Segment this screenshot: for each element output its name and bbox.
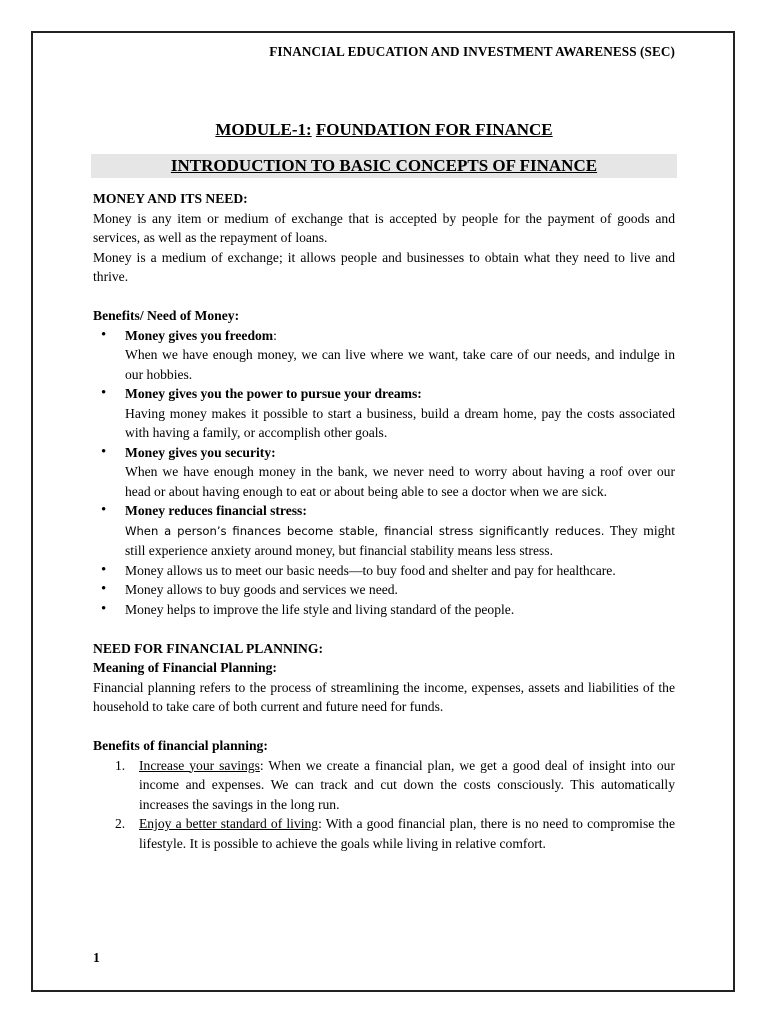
list-item-title: Money reduces financial stress: bbox=[125, 503, 307, 518]
list-item-suffix: : bbox=[273, 327, 277, 343]
money-need-heading: MONEY AND ITS NEED: bbox=[93, 191, 248, 206]
list-item-title: Money gives you security: bbox=[125, 444, 276, 460]
item-number: 1. bbox=[115, 757, 126, 773]
numbered-item bbox=[93, 756, 675, 815]
module-name: FOUNDATION FOR FINANCE bbox=[315, 120, 553, 139]
module-title bbox=[93, 120, 675, 140]
list-item: • Money allows to buy goods and services we need. bbox=[93, 580, 675, 600]
list-item bbox=[93, 443, 675, 502]
list-item bbox=[93, 384, 675, 443]
financial-planning-heading: NEED FOR FINANCIAL PLANNING: bbox=[93, 640, 323, 656]
meaning-heading: Meaning of Financial Planning: bbox=[93, 660, 277, 675]
item-title: Enjoy a better standard of living bbox=[139, 816, 319, 831]
list-item-body: Having money makes it possible to start a business, build a dream home, pay the costs associated with having a family, or accomplish other goals. bbox=[125, 405, 675, 440]
page-number: 1 bbox=[93, 950, 100, 965]
list-item: • Money allows us to meet our basic needs—to buy food and shelter and pay for healthcare. bbox=[93, 561, 675, 581]
section-title-bar bbox=[91, 154, 677, 178]
money-definition-2: Money is a medium of exchange; it allows people and businesses to obtain what they need to live and thrive. bbox=[93, 249, 675, 284]
list-item bbox=[93, 501, 675, 561]
money-definition-1: Money is any item or medium of exchange that is accepted by people for the payment of goods and services, as well as the repayment of loans. bbox=[93, 210, 675, 245]
benefits-planning-list bbox=[93, 756, 675, 854]
list-item-body: They might still experience anxiety around money, but financial stability means less stress. bbox=[125, 522, 676, 558]
list-item-body-sans: When a person’s finances become stable, financial stress significantly reduces. bbox=[125, 523, 605, 538]
list-item-body: When we have enough money in the bank, we never need to worry about having a roof over our head or about having enough to eat or about being able to see a doctor when we are sick. bbox=[125, 464, 675, 499]
numbered-item bbox=[93, 814, 675, 853]
list-item bbox=[93, 326, 675, 385]
section-title: INTRODUCTION TO BASIC CONCEPTS OF FINANCE bbox=[170, 156, 598, 175]
item-number: 2. bbox=[115, 816, 126, 831]
benefits-planning-heading: Benefits of financial planning: bbox=[93, 738, 268, 753]
list-item: • Money helps to improve the life style and living standard of the people. bbox=[93, 600, 675, 620]
list-item-title: Money gives you the power to pursue your dreams: bbox=[125, 386, 422, 401]
running-header: FINANCIAL EDUCATION AND INVESTMENT AWARENESS (SEC) bbox=[269, 44, 675, 59]
list-item-title: Money gives you freedom bbox=[125, 327, 274, 343]
item-body: : With a good financial plan, there is no need to compromise the lifestyle. It is possible to achieve the goals while living in relative comfort. bbox=[139, 816, 675, 851]
benefits-money-heading: Benefits/ Need of Money: bbox=[93, 308, 240, 323]
module-prefix: MODULE-1: bbox=[215, 120, 312, 139]
meaning-paragraph: Financial planning refers to the process of streamlining the income, expenses, assets and liabilities of the household to take care of both current and future need for funds. bbox=[93, 679, 675, 714]
item-title: Increase your savings bbox=[139, 757, 260, 773]
benefits-money-list bbox=[93, 326, 675, 620]
list-item-body: When we have enough money, we can live where we want, take care of our needs, and indulge in our hobbies. bbox=[125, 347, 675, 382]
item-body: : When we create a financial plan, we get a good deal of insight into our income and expenses. We can track and cut down the costs consciously. This automatically increases the savings in the long run. bbox=[139, 757, 675, 812]
document-body bbox=[93, 189, 675, 853]
